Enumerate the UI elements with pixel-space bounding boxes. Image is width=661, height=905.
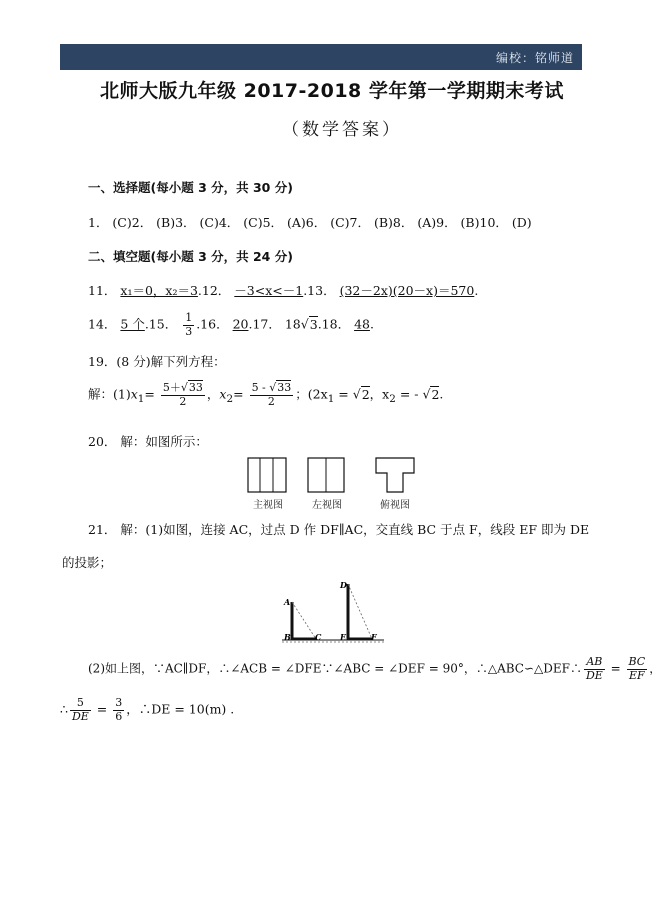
q17-root: 3 [309, 316, 318, 332]
q19-frac2-root: 33 [277, 381, 292, 394]
section2-heading: 二、填空题(每小题 3 分，共 24 分) [88, 249, 293, 264]
q19-x1: x [130, 386, 138, 402]
q21-conclusion-eq: = [92, 701, 112, 717]
q20-heading: 20． 解：如图所示： [88, 434, 208, 449]
q21-part2-text: (2)如上图，∵AC∥DF，∴∠ACB = ∠DFE∵∠ABC = ∠DEF = 90°，∴△ABC∽△DEF∴ [88, 661, 582, 676]
frac-5: 5 [70, 697, 91, 711]
q18-end: . [369, 316, 374, 332]
q21-frac-3-6 [113, 697, 124, 723]
frac-de: DE [585, 668, 603, 682]
q21-line1: 21． 解：(1)如图，连接 AC，过点 D 作 DF∥AC，交直线 BC 于点 F，线段 EF 即为 DE [88, 522, 590, 537]
q19-part2-eq2: = - [395, 386, 423, 402]
q19-comma: ， [206, 386, 220, 402]
projection-diagram [278, 578, 388, 646]
top-view-drawing [376, 458, 414, 492]
q19-part2-sub2: 2 [389, 393, 396, 406]
q21-conclusion [60, 697, 234, 723]
q18-answer: 48 [354, 316, 370, 332]
frac-5-den: DE [71, 709, 89, 723]
label-b: B [284, 632, 291, 642]
section2-row2: 14． 5 个.15． $\frac{1}{3}$ .16． 20.17． 18√3.18． 48. [88, 311, 374, 338]
frac-3: 3 [115, 696, 123, 709]
q19-part2-eq: = [334, 386, 353, 402]
q19-frac1-num: 5＋ [162, 381, 181, 394]
section2-row1 [88, 281, 478, 299]
q21-frac-bc-ef [627, 656, 648, 682]
q13-number: .13． [303, 283, 336, 298]
q19-part2-root: 2 [361, 386, 370, 402]
page-title: 北师大版九年级 2017-2018 学年第一学期期末考试 [100, 80, 564, 102]
q17-coef: 18 [284, 316, 301, 332]
q17-number: .17． [248, 316, 281, 332]
q19-frac1: $\frac{5+√33}{2}$ [162, 381, 203, 408]
header-bar [60, 44, 582, 70]
page-subtitle: （数学答案） [282, 120, 402, 140]
q21-part2-end: ， [649, 661, 661, 676]
frac-ab: AB [584, 656, 605, 670]
pole-ab [292, 602, 316, 640]
q21-therefore: ∴ [60, 701, 68, 717]
frac-bc: BC [628, 655, 646, 668]
q14-number: 14． [88, 316, 117, 332]
q19-part2: ；(2x [295, 386, 328, 402]
frac-6: 6 [115, 709, 123, 723]
q19-part2-end: . [439, 386, 444, 402]
editor-credit: 编校：铭师道 [495, 51, 574, 65]
q11-number: 11． [88, 283, 117, 298]
q21-conclusion-text: ，∴DE = 10(m) . [126, 701, 235, 717]
q19-eq2: = [233, 386, 244, 402]
q15-fraction [183, 312, 194, 338]
section1-answers: 1． (C)2． (B)3． (C)4． (C)5． (A)6． (C)7． (B)8． (A)9． (B)10． (D) [88, 215, 532, 230]
q12-number: .12． [197, 283, 231, 298]
q19-solve-label: 解：(1) [88, 386, 131, 402]
q21-part2 [88, 656, 661, 682]
q19-heading: 19．(8 分)解下列方程： [88, 354, 226, 369]
section1-heading: 一、选择题(每小题 3 分，共 30 分) [88, 180, 293, 195]
q15-frac-den: 3 [185, 324, 193, 338]
q21-line2: 的投影； [62, 555, 113, 570]
label-f: F [371, 632, 377, 642]
q19-frac1-den: 2 [179, 394, 187, 408]
label-e: E [340, 632, 347, 642]
q19-frac2-den: 2 [267, 394, 275, 408]
q11-answer: x₁＝0，x₂＝3 [120, 283, 198, 298]
q13-answer: (32－2x)(20－x)＝570 [339, 283, 475, 298]
q12-answer: －3<x<－1 [234, 283, 304, 298]
pole-de [348, 584, 372, 640]
q16-number: .16． [196, 316, 229, 332]
front-view-drawing [248, 458, 286, 492]
q19-part2-root2: 2 [431, 386, 440, 402]
q19-sub1: 1 [137, 393, 145, 406]
q21-eq: = [606, 661, 625, 676]
q19-eq1: = [144, 386, 155, 402]
label-a: A [284, 597, 291, 607]
q13-end: . [474, 283, 479, 298]
q19-x2: x [219, 386, 227, 402]
left-view-caption: 左视图 [312, 500, 342, 511]
q19-solution: 解：$(1)x_1=$ $\frac{5+√33}{2}$ ，$x_2=$ $\frac{5 - √33}{2}$ ；($2x_1 = √2$，$x_2$ = - √2. [88, 381, 444, 408]
frac-ef: EF [629, 668, 645, 682]
q21-frac-5-de [70, 697, 91, 723]
q19-part2-sub: 1 [327, 393, 335, 406]
q19-part2-x2: ，x [369, 386, 390, 402]
q19-frac1-root: 33 [188, 381, 203, 394]
q19-frac2: $\frac{5 - √33}{2}$ [251, 381, 292, 408]
q15-frac-num: 1 [185, 311, 193, 324]
q21-frac-ab-de [584, 656, 605, 682]
front-view-caption: 主视图 [253, 500, 283, 511]
q18-number: .18． [317, 316, 351, 332]
label-d: D [340, 580, 347, 590]
top-view-caption: 俯视图 [380, 500, 410, 511]
left-view-drawing [308, 458, 344, 492]
q16-answer: 20 [232, 316, 249, 332]
label-c: C [315, 632, 322, 642]
q14-answer: 5 个 [120, 316, 145, 332]
q19-frac2-num: 5 - [251, 381, 270, 394]
q15-number: .15． [144, 316, 178, 332]
q19-sub2: 2 [226, 393, 234, 406]
